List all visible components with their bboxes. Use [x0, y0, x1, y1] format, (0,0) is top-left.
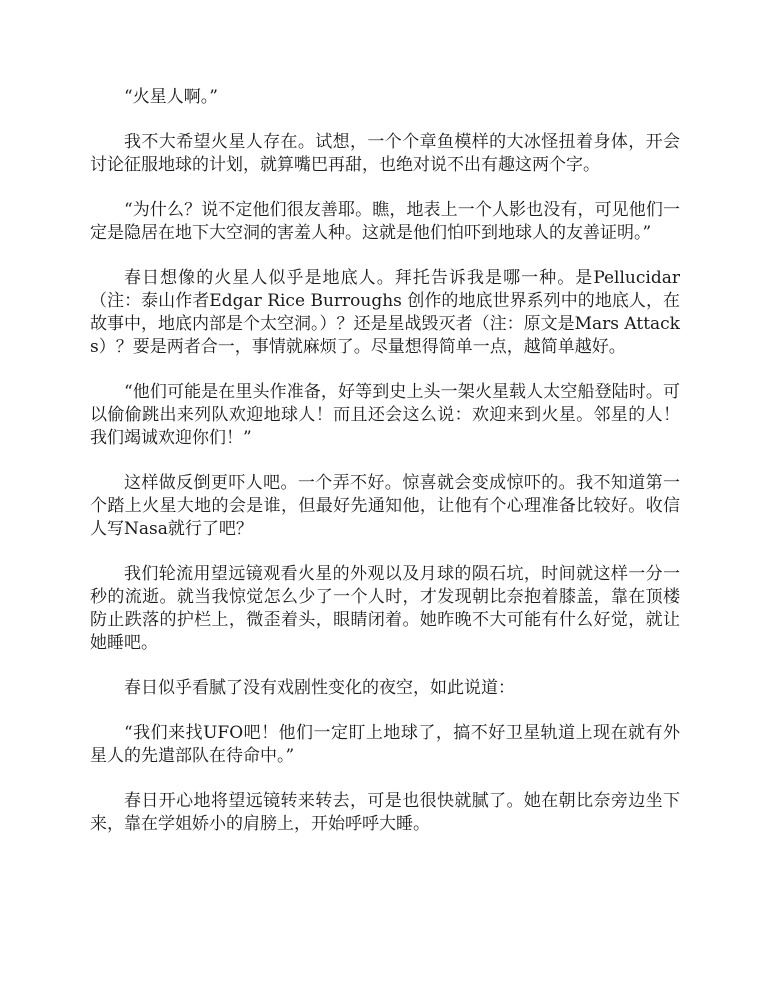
paragraph-4: 春日想像的火星人似乎是地底人。拜托告诉我是哪一种。是Pellucidar（注：泰山作者Edgar Rice Burroughs 创作的地底世界系列中的地底人，在故事中，地底内部是个太空洞。）？还是星战毁灭者（注：原文是Mars Attacks）？要是两者合一，事情就麻烦了。尽量想得简单一点，越简单越好。 [90, 268, 680, 357]
paragraph-7: 我们轮流用望远镜观看火星的外观以及月球的陨石坑，时间就这样一分一秒的流逝。就当我惊觉怎么少了一个人时，才发现朝比奈抱着膝盖，靠在顶楼防止跌落的护栏上，微歪着头，眼睛闭着。她昨晚不大可能有什么好觉，就让她睡吧。 [90, 564, 680, 653]
paragraph-10: 春日开心地将望远镜转来转去，可是也很快就腻了。她在朝比奈旁边坐下来，靠在学姐娇小的肩膀上，开始呼呼大睡。 [90, 791, 680, 834]
document-page [90, 86, 680, 836]
paragraph-2: 我不大希望火星人存在。试想，一个个章鱼模样的大冰怪扭着身体，开会讨论征服地球的计划，就算嘴巴再甜，也绝对说不出有趣这两个字。 [90, 132, 680, 175]
paragraph-3: “为什么？说不定他们很友善耶。瞧，地表上一个人影也没有，可见他们一定是隐居在地下大空洞的害羞人种。这就是他们怕吓到地球人的友善证明。” [90, 200, 680, 243]
paragraph-9: “我们来找UFO吧！他们一定盯上地球了，搞不好卫星轨道上现在就有外星人的先遣部队在待命中。” [90, 723, 680, 766]
paragraph-5: “他们可能是在里头作准备，好等到史上头一架火星载人太空船登陆时。可以偷偷跳出来列队欢迎地球人！而且还会这么说：欢迎来到火星。邻星的人！我们竭诚欢迎你们！” [90, 382, 680, 448]
paragraph-6: 这样做反倒更吓人吧。一个弄不好。惊喜就会变成惊吓的。我不知道第一个踏上火星大地的会是谁，但最好先通知他，让他有个心理准备比较好。收信人写Nasa就行了吧？ [90, 473, 680, 539]
paragraph-8: 春日似乎看腻了没有戏剧性变化的夜空，如此说道： [124, 678, 515, 698]
paragraph-1: “火星人啊。” [124, 87, 218, 107]
